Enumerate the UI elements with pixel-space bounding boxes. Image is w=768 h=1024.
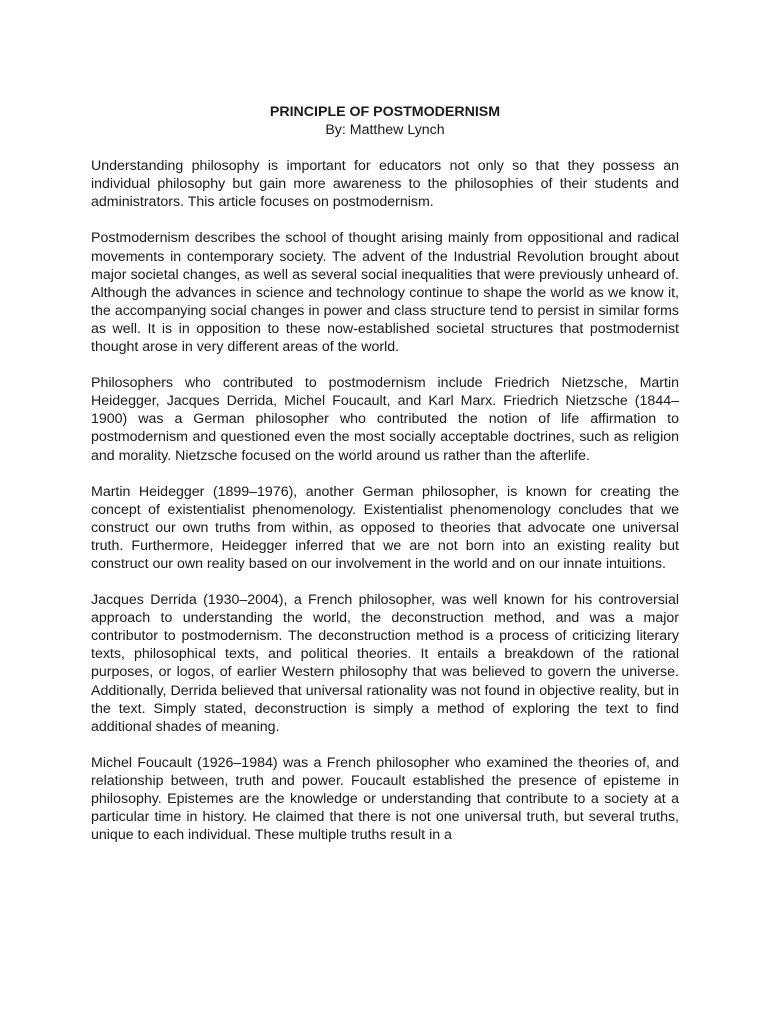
document-body xyxy=(91,103,679,844)
paragraph-intro: Understanding philosophy is important for educators not only so that they possess an individual philosophy but gain more awareness to the philosophies of their students and administrators. This article focuses on postmodernism. xyxy=(91,158,679,211)
paragraph-foucault: Michel Foucault (1926–1984) was a French philosopher who examined the theories of, and relationship between, truth and power. Foucault established the presence of episteme in philosophy. Epistemes are the knowledge or understanding that contribute to a society at a particular time in history. He claimed that there is not one universal truth, but several truths, unique to each individual. These multiple truths result in a xyxy=(91,754,679,844)
paragraph-heidegger: Martin Heidegger (1899–1976), another German philosopher, is known for creating the concept of existentialist phenomenology. Existentialist phenomenology concludes that we construct our own truths from within, as opposed to theories that advocate one universal truth. Furthermore, Heidegger inferred that we are not born into an existing reality but construct our own reality based on our involvement in the world and on our innate intuitions. xyxy=(91,483,679,572)
paragraph-nietzsche: Philosophers who contributed to postmodernism include Friedrich Nietzsche, Martin Heidegger, Jacques Derrida, Michel Foucault, and Karl Marx. Friedrich Nietzsche (1844–1900) was a German philosopher who contributed the notion of life affirmation to postmodernism and questioned even the most socially acceptable doctrines, such as religion and morality. Nietzsche focused on the world around us rather than the afterlife. xyxy=(91,375,679,464)
document-byline: By: Matthew Lynch xyxy=(325,122,445,139)
document-title: PRINCIPLE OF POSTMODERNISM xyxy=(269,104,501,120)
paragraph-derrida: Jacques Derrida (1930–2004), a French philosopher, was well known for his controversial approach to understanding the world, the deconstruction method, and was a major contributor to postmodernism. The deconstruction method is a process of criticizing literary texts, philosophical texts, and political theories. It entails a breakdown of the rational purposes, or logos, of earlier Western philosophy that was believed to govern the universe. Additionally, Derrida believed that universal rationality was not found in objective reality, but in the text. Simply stated, deconstruction is simply a method of exploring the text to find additional shades of meaning. xyxy=(91,592,679,735)
paragraph-definition: Postmodernism describes the school of thought arising mainly from oppositional and radical movements in contemporary society. The advent of the Industrial Revolution brought about major societal changes, as well as several social inequalities that were previously unheard of. Although the advances in science and technology continue to shape the world as we know it, the accompanying social changes in power and class structure tend to persist in similar forms as well. It is in opposition to these now-established societal structures that postmodernist thought arose in very different areas of the world. xyxy=(91,230,679,356)
